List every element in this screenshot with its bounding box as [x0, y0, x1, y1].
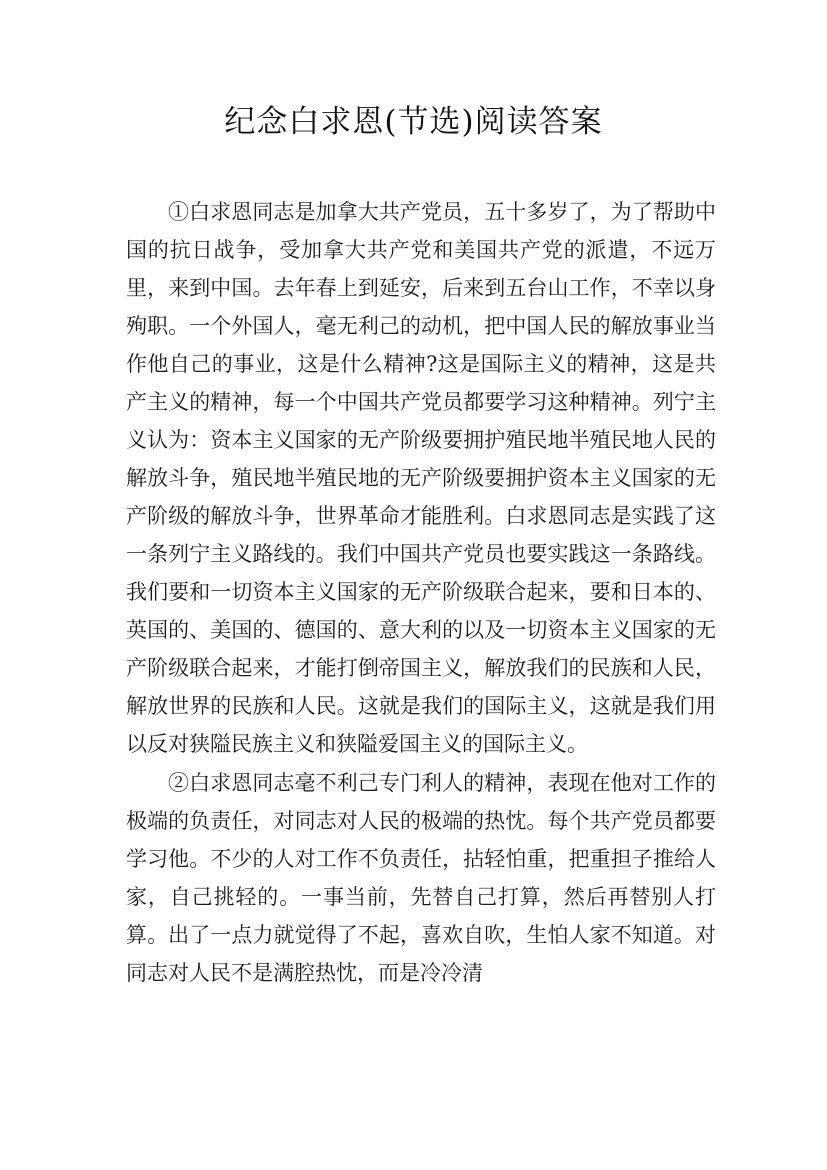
paragraph-1: ①白求恩同志是加拿大共产党员，五十多岁了，为了帮助中国的抗日战争，受加拿大共产党和美国共产党的派遣，不远万里，来到中国。去年春上到延安，后来到五台山工作，不幸以身殉职。一个外国人，毫无利己的动机，把中国人民的解放事业当作他自己的事业，这是什么精神?这是国际主义的精神，这是共产主义的精神，每一个中国共产党员都要学习这种精神。列宁主义认为：资本主义国家的无产阶级要拥护殖民地半殖民地人民的解放斗争，殖民地半殖民地的无产阶级要拥护资本主义国家的无产阶级的解放斗争，世界革命才能胜利。白求恩同志是实践了这一条列宁主义路线的。我们中国共产党员也要实践这一条路线。我们要和一切资本主义国家的无产阶级联合起来，要和日本的、英国的、美国的、德国的、意大利的以及一切资本主义国家的无产阶级联合起来，才能打倒帝国主义，解放我们的民族和人民，解放世界的民族和人民。这就是我们的国际主义，这就是我们用以反对狭隘民族主义和狭隘爱国主义的国际主义。: [126, 200, 716, 756]
paragraph-2: ②白求恩同志毫不利己专门利人的精神，表现在他对工作的极端的负责任，对同志对人民的极端的热忱。每个共产党员都要学习他。不少的人对工作不负责任，拈轻怕重，把重担子推给人家，自己挑轻的。一事当前，先替自己打算，然后再替别人打算。出了一点力就觉得了不起，喜欢自吹，生怕人家不知道。对同志对人民不是满腔热忱，而是冷冷清: [126, 771, 716, 985]
document-body: [126, 193, 716, 993]
document-title: 纪念白求恩(节选)阅读答案: [224, 104, 603, 140]
